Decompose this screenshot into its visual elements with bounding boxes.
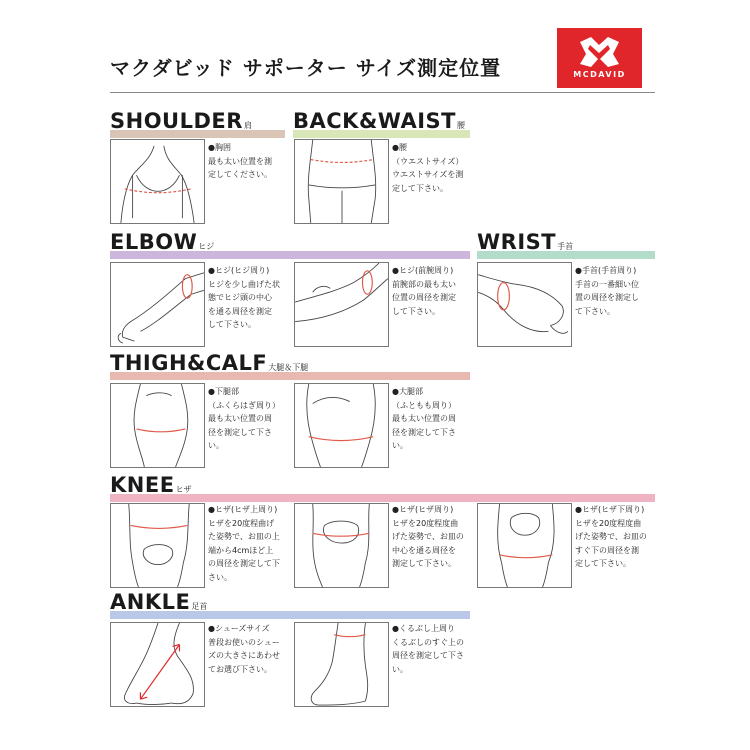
section-jp-label: ヒザ xyxy=(175,485,192,494)
calf-illustration xyxy=(110,383,205,468)
shoulder-instructions: ●胸囲 最も太い位置を測 定してください。 xyxy=(208,143,272,179)
title-divider xyxy=(110,92,655,93)
section-title: KNEE xyxy=(110,473,175,497)
section-title: ANKLE xyxy=(110,590,191,614)
section-ankle xyxy=(110,590,470,619)
section-title: THIGH&CALF xyxy=(110,351,268,375)
section-jp-label: 肩 xyxy=(243,121,252,130)
back-waist-instructions: ●腰 （ウエストサイズ） ウエストサイズを測 定して下さい。 xyxy=(392,143,464,193)
section-jp-label: 大腿＆下腿 xyxy=(268,363,309,372)
wrist-instructions: ●手首(手首周り) 手首の一番細い位 置の周径を測定し て下さい。 xyxy=(575,266,639,316)
elbow-joint-instructions: ●ヒジ(ヒジ周り) ヒジを少し曲げた状 態でヒジ頭の中心 を通る周径を測定 して下さい。 xyxy=(208,266,280,329)
back-waist-illustration xyxy=(294,139,389,224)
section-elbow xyxy=(110,230,470,259)
ankle-illustration xyxy=(294,622,389,707)
shoulder-illustration xyxy=(110,139,205,224)
forearm-illustration xyxy=(294,262,389,347)
section-thigh-calf xyxy=(110,351,470,380)
forearm-instructions: ●ヒジ(前腕周り) 前腕部の最も太い 位置の周径を測定 して下さい。 xyxy=(392,266,456,316)
knee-center-instructions: ●ヒザ(ヒザ周り) ヒザを20度程度曲 げた姿勢で、お皿の 中心を通る周径を 測定して下さい。 xyxy=(392,505,464,568)
wrist-illustration xyxy=(477,262,572,347)
section-title: SHOULDER xyxy=(110,109,243,133)
knee-center-illustration xyxy=(294,503,389,588)
shoe-size-instructions: ●シューズサイズ 普段お使いのシュー ズの大きさにあわせ てお選び下さい。 xyxy=(208,624,280,674)
section-jp-label: 腰 xyxy=(457,121,465,130)
section-title: WRIST xyxy=(477,230,557,254)
section-title: BACK&WAIST xyxy=(293,109,456,133)
mcdavid-logo xyxy=(557,28,642,88)
calf-instructions: ●下腿部 （ふくらはぎ周り） 最も太い位置の周 径を測定して下さ い。 xyxy=(208,387,280,450)
section-shoulder xyxy=(110,109,285,138)
ankle-instructions: ●くるぶし上周り くるぶしのすぐ上の 周径を測定して下さ い。 xyxy=(392,624,464,674)
knee-above-illustration xyxy=(110,503,205,588)
section-title: ELBOW xyxy=(110,230,198,254)
logo-text: MCDAVID xyxy=(573,70,626,79)
mcdavid-emblem-icon xyxy=(577,34,622,68)
knee-above-instructions: ●ヒザ(ヒザ上周り) ヒザを20度程曲げ た姿勢で、お皿の上 端から4cmほど上 の周径を測定して下 さい。 xyxy=(208,505,280,582)
section-knee xyxy=(110,473,655,502)
section-back-waist xyxy=(293,109,470,138)
knee-below-instructions: ●ヒザ(ヒザ下周り) ヒザを20度程度曲 げた姿勢で、お皿の すぐ下の周径を測 定して下さい。 xyxy=(575,505,647,568)
shoe-size-illustration xyxy=(110,622,205,707)
knee-below-illustration xyxy=(477,503,572,588)
section-jp-label: 足首 xyxy=(191,602,208,611)
section-jp-label: ヒジ xyxy=(198,242,215,251)
thigh-instructions: ●大腿部 （ふともも周り） 最も太い位置の周 径を測定して下さ い。 xyxy=(392,387,456,450)
elbow-illustration xyxy=(110,262,205,347)
thigh-illustration xyxy=(294,383,389,468)
page-title: マクダビッド サポーター サイズ測定位置 xyxy=(110,56,502,80)
section-wrist xyxy=(477,230,655,259)
section-jp-label: 手首 xyxy=(557,242,574,251)
section-bar xyxy=(110,494,655,502)
